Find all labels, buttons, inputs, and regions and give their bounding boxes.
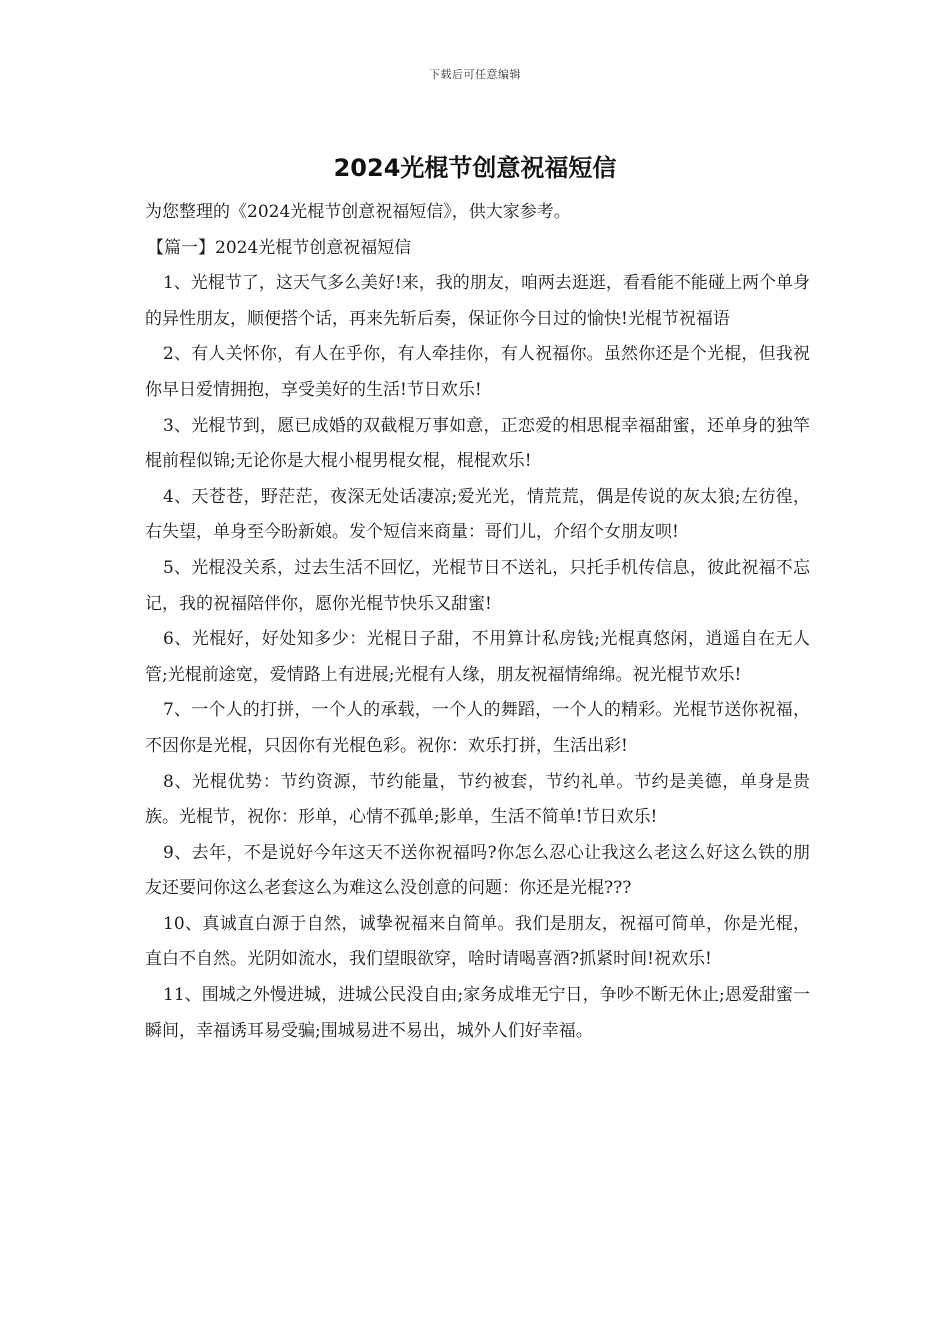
message-paragraph-5: 5、光棍没关系，过去生活不回忆，光棍节日不送礼，只托手机传信息，彼此祝福不忘记，我的祝福陪伴你，愿你光棍节快乐又甜蜜! (145, 557, 810, 614)
message-paragraph-1: 1、光棍节了，这天气多么美好!来，我的朋友，咱两去逛逛，看看能不能碰上两个单身的异性朋友，顺便搭个话，再来先斩后奏，保证你今日过的愉快!光棍节祝福语 (145, 273, 810, 329)
document-body (145, 195, 810, 1049)
message-paragraph-6: 6、光棍好，好处知多少：光棍日子甜，不用算计私房钱;光棍真悠闲，逍遥自在无人管;光棍前途宽，爱情路上有进展;光棍有人缘，朋友祝福情绵绵。祝光棍节欢乐! (145, 629, 810, 685)
message-paragraph-2: 2、有人关怀你，有人在乎你，有人牵挂你，有人祝福你。虽然你还是个光棍，但我祝你早日爱情拥抱，享受美好的生活!节日欢乐! (145, 344, 810, 400)
section-heading: 【篇一】2024光棍节创意祝福短信 (147, 237, 412, 258)
message-paragraph-3: 3、光棍节到，愿已成婚的双截棍万事如意，正恋爱的相思棍幸福甜蜜，还单身的独竿棍前程似锦;无论你是大棍小棍男棍女棍，棍棍欢乐! (145, 415, 810, 472)
page-header-note: 下载后可任意编辑 (429, 68, 521, 81)
message-paragraph-8: 8、光棍优势：节约资源，节约能量，节约被套，节约礼单。节约是美德，单身是贵族。光棍节，祝你：形单，心情不孤单;影单，生活不简单!节日欢乐! (145, 771, 810, 828)
message-paragraph-9: 9、去年，不是说好今年这天不送你祝福吗?你怎么忍心让我这么老这么好这么铁的朋友还要问你这么老套这么为难这么没创意的问题：你还是光棍??? (145, 842, 810, 899)
message-paragraph-7: 7、一个人的打拼，一个人的承载，一个人的舞蹈，一个人的精彩。光棍节送你祝福，不因你是光棍，只因你有光棍色彩。祝你：欢乐打拼，生活出彩! (145, 700, 810, 756)
document-title: 2024光棍节创意祝福短信 (333, 154, 617, 182)
message-paragraph-11: 11、围城之外慢进城，进城公民没自由;家务成堆无宁日，争吵不断无休止;恩爱甜蜜一瞬间，幸福诱耳易受骗;围城易进不易出，城外人们好幸福。 (145, 985, 810, 1041)
message-paragraph-10: 10、真诚直白源于自然，诚挚祝福来自简单。我们是朋友，祝福可简单，你是光棍，直白不自然。光阴如流水，我们望眼欲穿，啥时请喝喜酒?抓紧时间!祝欢乐! (145, 913, 810, 970)
intro-paragraph: 为您整理的《2024光棍节创意祝福短信》，供大家参考。 (145, 202, 571, 222)
message-paragraph-4: 4、天苍苍，野茫茫，夜深无处话凄凉;爱光光，情荒荒，偶是传说的灰太狼;左彷徨，右失望，单身至今盼新娘。发个短信来商量：哥们儿，介绍个女朋友呗! (145, 486, 810, 543)
